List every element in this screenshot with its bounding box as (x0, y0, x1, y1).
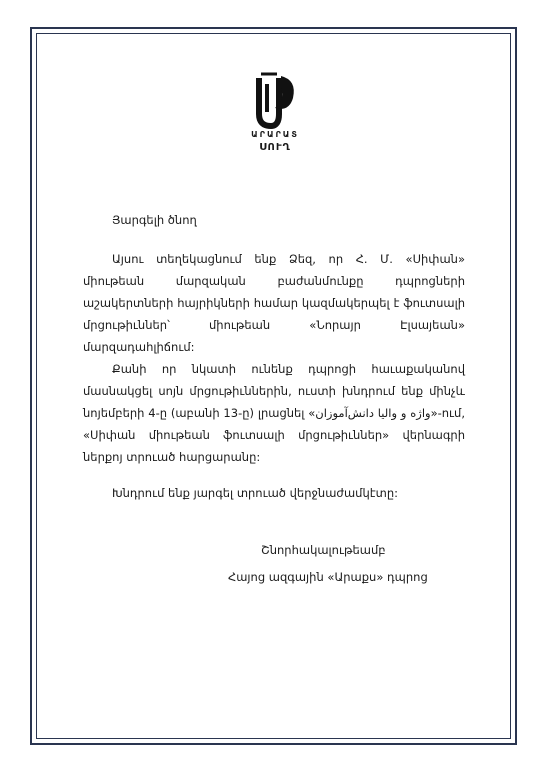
letter-greeting: Յարգելի ծնող (112, 213, 197, 227)
letter-signature: Հայոց ազգային «Արաքս» դպրոց (228, 570, 428, 584)
letter-paragraph-2: Քանի որ նկատի ունենք դպրոցի հաւաքականով մասնակցել սոյն մրցութիւններին, ուստի խնդրում ենք մինչև նոյեմբերի 4-ը (աբանի 13-ը) լրացնել «واژه و والیا دانش‌آموزان»-ում, «Սիփան միութեան ֆուտսալի մրցութիւններ» վերնագրի ներքոյ տրուած հարցարանը: (83, 362, 465, 464)
letter-paragraph-3: Խնդրում ենք յարգել տրուած վերջնաժամկէտը: (112, 486, 399, 500)
letter-paragraph-1: Այսու տեղեկացնում ենք Ձեզ, որ Հ. Մ. «Սիփան» միութեան մարզական բաժանմունքը դպրոցների աշակերտների հայրիկների համար կազմակերպել է ֆուտսալի մրցութիւններ՝ միութեան «Նորայր Էլսայեան» մարզադահլիճում: (83, 252, 465, 354)
logo-text-top: ԱՐԱՐԱՏ (251, 130, 299, 139)
logo-text-bottom: ՍՈՒՂ (259, 142, 291, 153)
letter-closing: Շնորհակալութեամբ (261, 543, 386, 557)
